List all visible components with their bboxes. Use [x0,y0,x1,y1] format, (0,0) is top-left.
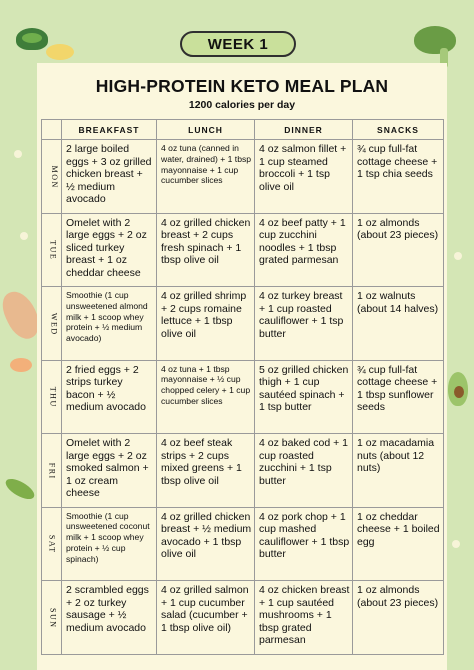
snacks-cell: 1 oz almonds (about 23 pieces) [353,213,444,287]
lunch-cell: 4 oz grilled chicken breast + ½ medium avocado + 1 tbsp olive oil [157,507,255,581]
day-cell [42,581,62,655]
flower-icon [20,232,28,240]
avocado-pit-icon [454,386,464,398]
table-row [42,507,444,581]
day-cell [42,287,62,361]
dinner-cell: 4 oz baked cod + 1 cup roasted zucchini + 1 tsp butter [255,434,353,508]
shrimp-icon [10,358,32,372]
olive-oil-icon [46,44,74,60]
lunch-cell: 4 oz grilled chicken breast + 2 cups fresh spinach + 1 tbsp olive oil [157,213,255,287]
snacks-cell: 1 oz almonds (about 23 pieces) [353,581,444,655]
snacks-cell: 1 oz cheddar cheese + 1 boiled egg [353,507,444,581]
table-row [42,287,444,361]
snacks-cell: 1 oz walnuts (about 14 halves) [353,287,444,361]
breakfast-cell: 2 scrambled eggs + 2 oz turkey sausage + ½ medium avocado [62,581,157,655]
flower-icon [452,540,460,548]
dinner-cell: 4 oz pork chop + 1 cup mashed cauliflower + 1 tbsp butter [255,507,353,581]
lunch-cell: 4 oz beef steak strips + 2 cups mixed greens + 1 tbsp olive oil [157,434,255,508]
breakfast-cell: Omelet with 2 large eggs + 2 oz sliced turkey breast + 1 oz cheddar cheese [62,213,157,287]
day-label: THU [48,386,58,408]
dinner-cell: 4 oz chicken breast + 1 cup sautéed mushrooms + 1 tbsp grated parmesan [255,581,353,655]
page-subtitle: 1200 calories per day [188,99,296,111]
header-snacks: SNACKS [353,120,444,140]
table-row [42,213,444,287]
dinner-cell: 5 oz grilled chicken thigh + 1 cup sautéed spinach + 1 tsp butter [255,360,353,434]
day-label: FRI [47,462,57,480]
day-cell [42,360,62,434]
broccoli-icon [414,26,456,54]
header-lunch: LUNCH [157,120,255,140]
table-row [42,581,444,655]
dinner-cell: 4 oz salmon fillet + 1 cup steamed broccoli + 1 tsp olive oil [255,140,353,214]
breakfast-cell: 2 large boiled eggs + 3 oz grilled chicken breast + ½ medium avocado [62,140,157,214]
header-day [42,120,62,140]
dinner-cell: 4 oz turkey breast + 1 cup roasted cauliflower + 1 tsp butter [255,287,353,361]
meal-plan-table [41,119,444,655]
day-cell [42,434,62,508]
breakfast-cell: 2 fried eggs + 2 strips turkey bacon + ½ medium avocado [62,360,157,434]
flower-icon [454,252,462,260]
day-label: SUN [48,607,58,629]
flower-icon [14,150,22,158]
page-title: HIGH-PROTEIN KETO MEAL PLAN [95,76,389,96]
lunch-cell: 4 oz tuna (canned in water, drained) + 1 tbsp mayonnaise + 1 cup cucumber slices [157,140,255,214]
snacks-cell: 1 oz macadamia nuts (about 12 nuts) [353,434,444,508]
day-cell [42,213,62,287]
table-row [42,434,444,508]
header-breakfast: BREAKFAST [62,120,157,140]
week-badge: WEEK 1 [180,31,296,57]
table-row [42,360,444,434]
snacks-cell: ¾ cup full-fat cottage cheese + 1 tsp chia seeds [353,140,444,214]
breakfast-cell: Smoothie (1 cup unsweetened coconut milk + 1 scoop whey protein + ½ cup spinach) [62,507,157,581]
lunch-cell: 4 oz grilled shrimp + 2 cups romaine lettuce + 1 tbsp olive oil [157,287,255,361]
herb-bowl-inner-icon [22,33,42,43]
day-cell [42,140,62,214]
header-dinner: DINNER [255,120,353,140]
snacks-cell: ¾ cup full-fat cottage cheese + 1 tbsp sunflower seeds [353,360,444,434]
lunch-cell: 4 oz tuna + 1 tbsp mayonnaise + ½ cup chopped celery + 1 cup cucumber slices [157,360,255,434]
green-bean-icon [3,475,38,503]
day-label: MON [49,165,59,189]
day-label: TUE [48,240,58,261]
day-label: WED [49,312,59,336]
table-row [42,140,444,214]
breakfast-cell: Omelet with 2 large eggs + 2 oz smoked salmon + 1 oz cream cheese [62,434,157,508]
breakfast-cell: Smoothie (1 cup unsweetened almond milk + 1 scoop whey protein + ½ medium avocado) [62,287,157,361]
table-header-row [42,120,444,140]
day-cell [42,507,62,581]
lunch-cell: 4 oz grilled salmon + 1 cup cucumber salad (cucumber + 1 tbsp olive oil) [157,581,255,655]
dinner-cell: 4 oz beef patty + 1 cup zucchini noodles + 1 tbsp grated parmesan [255,213,353,287]
day-label: SAT [47,534,57,554]
